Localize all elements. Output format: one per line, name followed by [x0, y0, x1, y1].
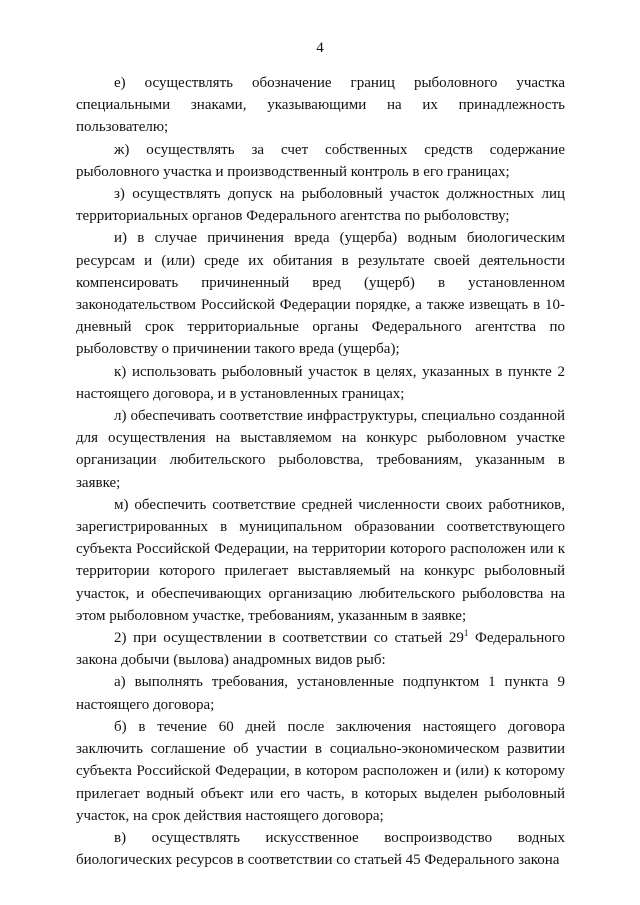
paragraph-i: и) в случае причинения вреда (ущерба) водным биологическим ресурсам и (или) среде их обитания в результате своей деятельности компенсировать причиненный вред (ущерб) в установленном законодательством Российской Федерации порядке, а также извещать в 10-дневный срок территориальные органы Федерального агентства по рыболовству о причинении такого вреда (ущерба); [76, 230, 565, 358]
document-body [76, 72, 565, 871]
paragraph-a: а) выполнять требования, установленные подпунктом 1 пункта 9 настоящего договора; [76, 674, 565, 713]
page-number: 4 [316, 40, 324, 56]
paragraph-2 [76, 627, 565, 671]
superscript-article-number: 1 [463, 628, 469, 639]
paragraph-k: к) использовать рыболовный участок в целях, указанных в пункте 2 настоящего договора, и в установленных границах; [76, 363, 565, 402]
paragraph-zh: ж) осуществлять за счет собственных средств содержание рыболовного участка и производственный контроль в его границах; [76, 141, 565, 180]
paragraph-2-text-after: Федерального закона добычи (вылова) анадромных видов рыб: [76, 630, 565, 669]
paragraph-b: б) в течение 60 дней после заключения настоящего договора заключить соглашение об участии в социально-экономическом развитии субъекта Российской Федерации, в котором расположен и (или) к которому прилегает водный объект или его часть, в которых выделен рыболовный участок, на срок действия настоящего договора; [76, 718, 565, 824]
paragraph-v: в) осуществлять искусственное воспроизводство водных биологических ресурсов в соответствии со статьей 45 Федерального закона [76, 829, 565, 869]
paragraph-e: е) осуществлять обозначение границ рыболовного участка специальными знаками, указывающими на их принадлежность пользователю; [76, 75, 565, 136]
paragraph-l: л) обеспечивать соответствие инфраструктуры, специально созданной для осуществления на выставляемом на конкурс рыболовном участке организации любительского рыболовства, требованиям, указанным в заявке; [76, 408, 565, 491]
paragraph-z: з) осуществлять допуск на рыболовный участок должностных лиц территориальных органов Федерального агентства по рыболовству; [76, 186, 565, 225]
paragraph-2-text-before: 2) при осуществлении в соответствии со статьей 29 [114, 630, 464, 647]
paragraph-m: м) обеспечить соответствие средней численности своих работников, зарегистрированных в муниципальном образовании соответствующего субъекта Российской Федерации, на территории которого расположен или к территории которого прилегает выставляемый на конкурс рыболовный участок, и обеспечивающих организацию любительского рыболовства на этом рыболовном участке, требованиям, указанным в заявке; [76, 496, 565, 624]
